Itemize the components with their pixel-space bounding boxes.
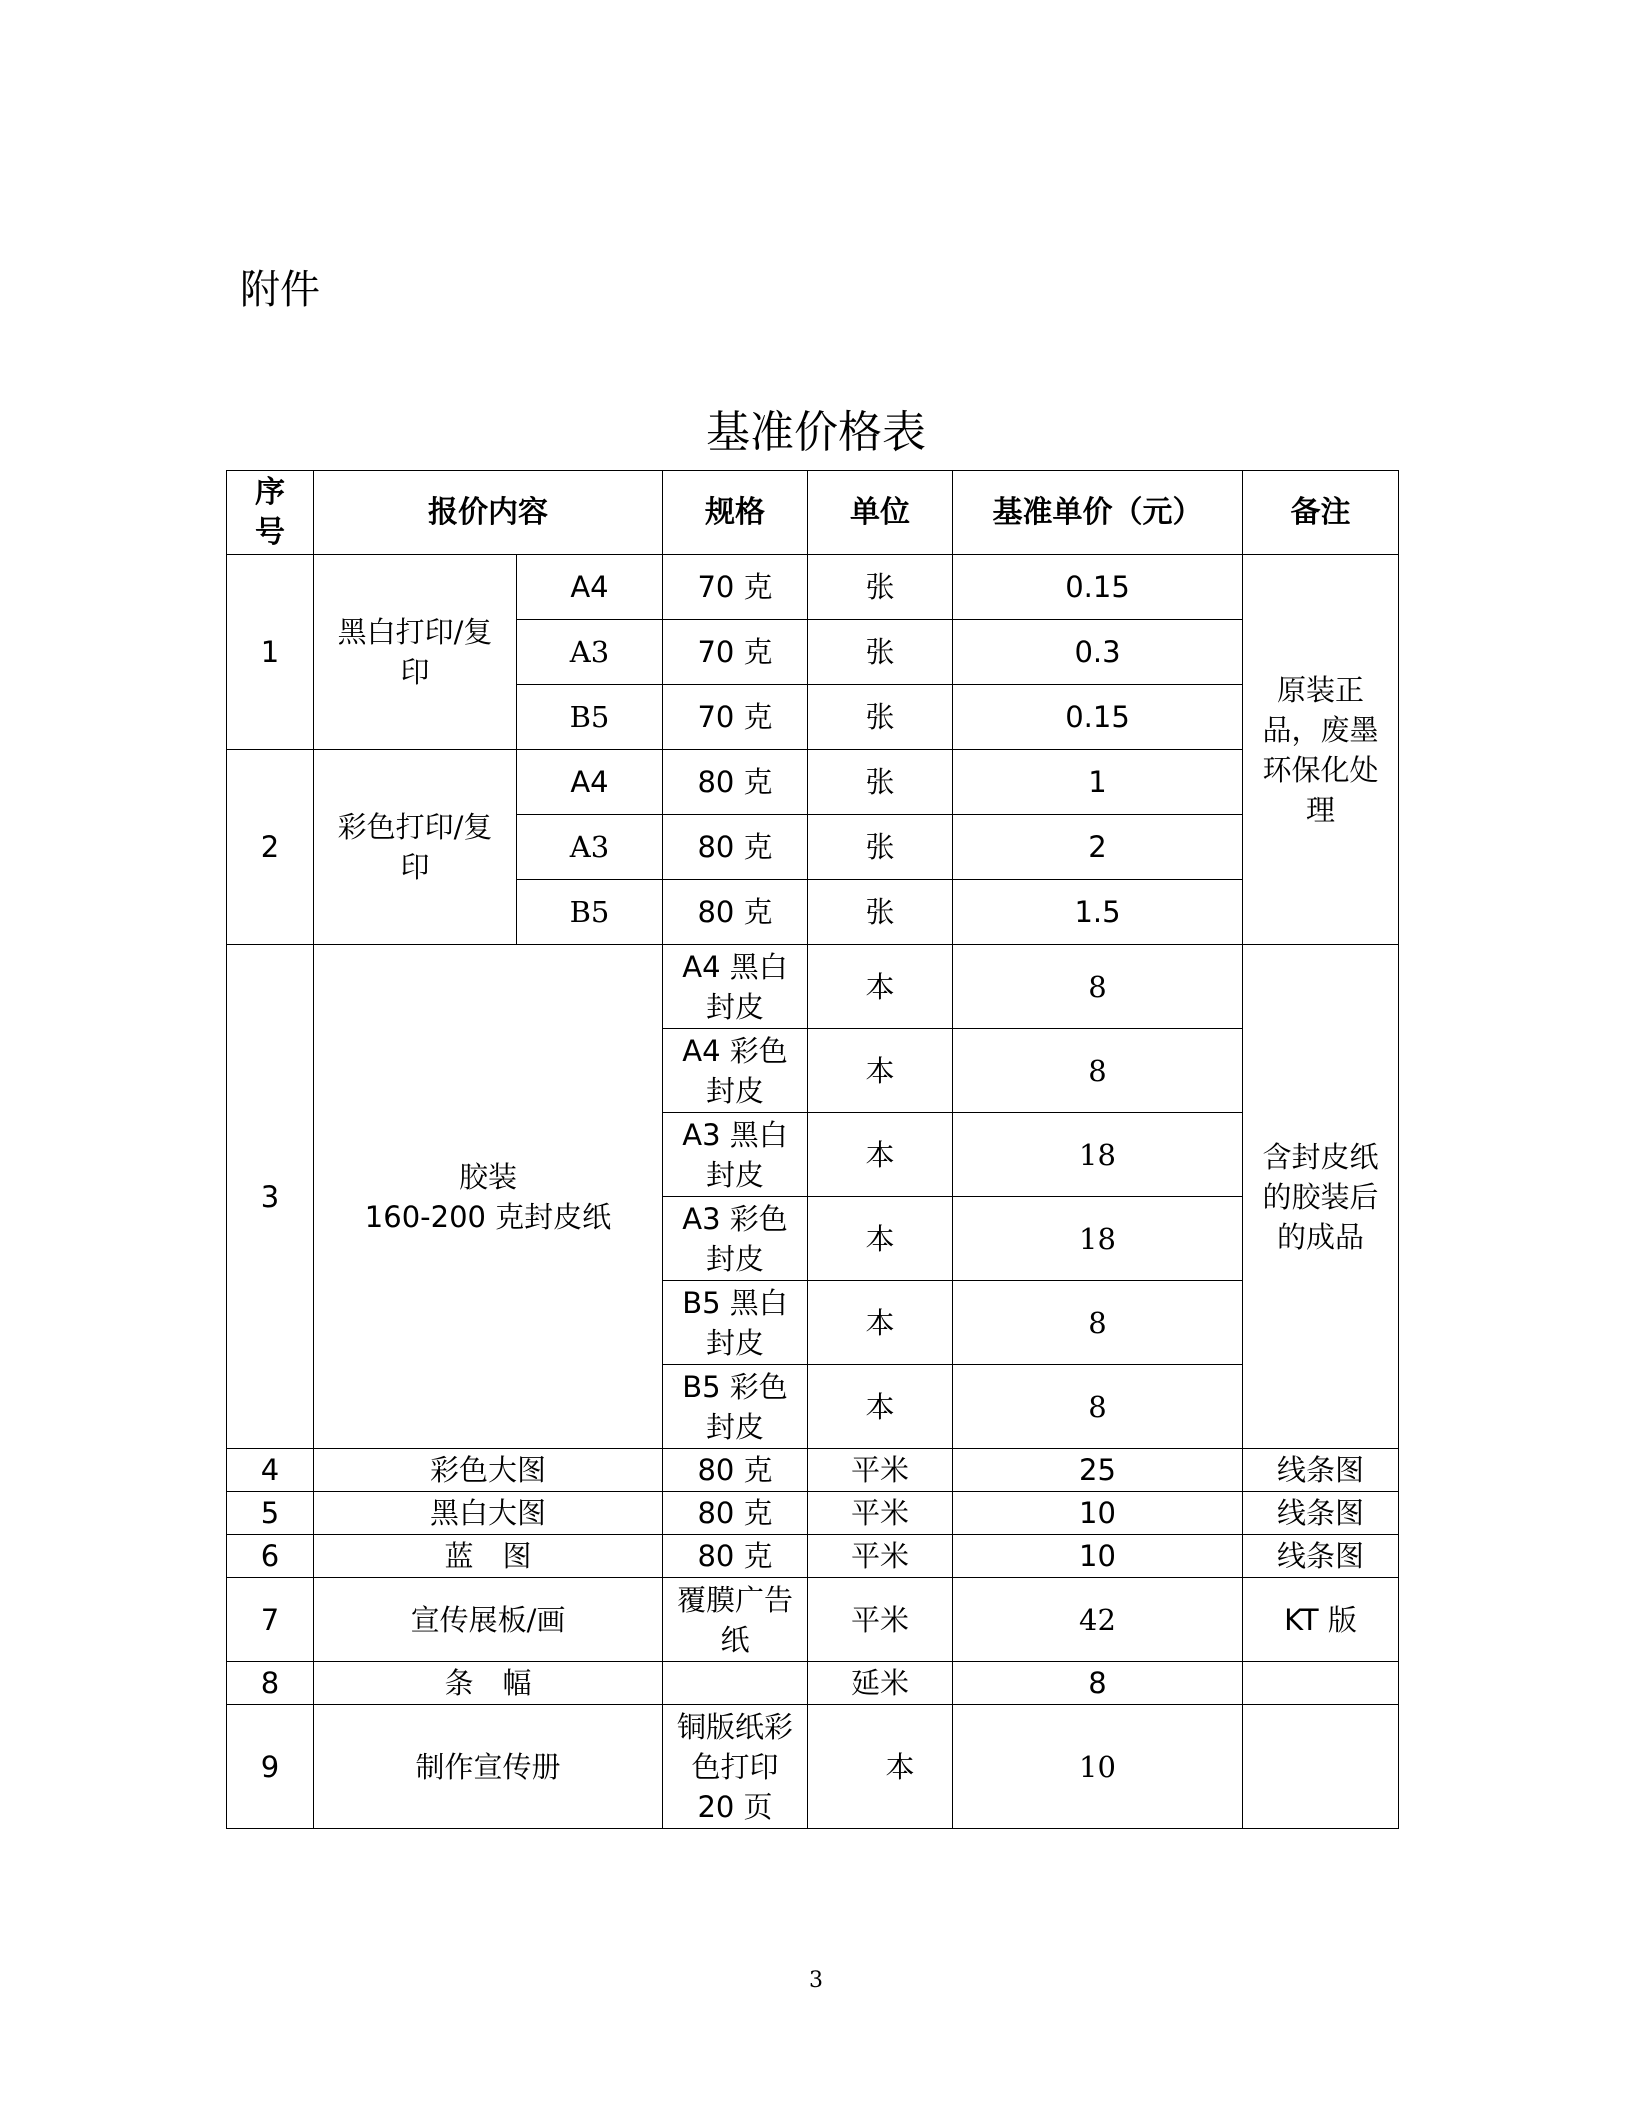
row-no: 4 [227, 1449, 314, 1492]
attachment-heading: 附件 [240, 267, 320, 313]
row-size: B5 [517, 880, 663, 945]
row-spec: B5 彩色封皮 [663, 1365, 808, 1449]
row-no: 1 [227, 555, 314, 750]
page-title: 基准价格表 [706, 407, 926, 458]
row-unit: 平米 [808, 1578, 953, 1662]
row-note: 线条图 [1243, 1492, 1399, 1535]
row-spec: 80 克 [663, 815, 808, 880]
row-unit: 本 [808, 945, 953, 1029]
row-unit: 张 [808, 750, 953, 815]
row-size: A4 [517, 555, 663, 620]
row-price: 10 [953, 1705, 1243, 1829]
row-price: 8 [953, 945, 1243, 1029]
row-unit: 平米 [808, 1492, 953, 1535]
row-spec: 70 克 [663, 620, 808, 685]
row-unit: 张 [808, 685, 953, 750]
row-note: 线条图 [1243, 1449, 1399, 1492]
row-price: 1.5 [953, 880, 1243, 945]
binding-paper: 160-200 克封皮纸 [364, 1199, 612, 1234]
row-price: 8 [953, 1662, 1243, 1705]
table-row [227, 1535, 1399, 1578]
header-unit: 单位 [808, 471, 953, 555]
row-price: 0.15 [953, 555, 1243, 620]
row-price: 0.15 [953, 685, 1243, 750]
table-row [227, 1578, 1399, 1662]
row-spec: 80 克 [663, 1535, 808, 1578]
row-content: 彩色打印/复印 [314, 750, 517, 945]
row-price: 10 [953, 1492, 1243, 1535]
row-price: 42 [953, 1578, 1243, 1662]
table-row [227, 555, 1399, 620]
row-unit: 平米 [808, 1449, 953, 1492]
row-content: 蓝 图 [314, 1535, 663, 1578]
header-note: 备注 [1243, 471, 1399, 555]
row-unit: 本 [808, 1197, 953, 1281]
header-price: 基准单价（元） [953, 471, 1243, 555]
row-price: 10 [953, 1535, 1243, 1578]
row-unit: 本 [808, 1113, 953, 1197]
table-row [227, 1705, 1399, 1829]
row-content: 黑白大图 [314, 1492, 663, 1535]
row-spec: A4 彩色封皮 [663, 1029, 808, 1113]
row-note [1243, 1662, 1399, 1705]
table-row [227, 1662, 1399, 1705]
row-no: 7 [227, 1578, 314, 1662]
row-unit: 本 [808, 1705, 953, 1829]
row-note: 原装正品，废墨环保化处理 [1243, 555, 1399, 945]
row-spec: A4 黑白封皮 [663, 945, 808, 1029]
row-unit: 平米 [808, 1535, 953, 1578]
row-no: 2 [227, 750, 314, 945]
table-row [227, 1492, 1399, 1535]
row-size: A4 [517, 750, 663, 815]
row-price: 8 [953, 1281, 1243, 1365]
row-note: KT 版 [1243, 1578, 1399, 1662]
price-table [226, 470, 1399, 1829]
row-content [314, 945, 663, 1449]
row-spec: 70 克 [663, 555, 808, 620]
row-spec: 80 克 [663, 1492, 808, 1535]
row-no: 9 [227, 1705, 314, 1829]
row-price: 8 [953, 1029, 1243, 1113]
row-spec: 覆膜广告纸 [663, 1578, 808, 1662]
table-row [227, 1449, 1399, 1492]
row-price: 0.3 [953, 620, 1243, 685]
row-content: 制作宣传册 [314, 1705, 663, 1829]
row-unit: 本 [808, 1281, 953, 1365]
row-price: 18 [953, 1197, 1243, 1281]
header-spec: 规格 [663, 471, 808, 555]
row-price: 25 [953, 1449, 1243, 1492]
row-content: 黑白打印/复印 [314, 555, 517, 750]
row-price: 1 [953, 750, 1243, 815]
row-spec: 80 克 [663, 880, 808, 945]
row-price: 8 [953, 1365, 1243, 1449]
row-unit: 张 [808, 620, 953, 685]
row-spec: 80 克 [663, 750, 808, 815]
row-unit: 张 [808, 880, 953, 945]
row-spec: 80 克 [663, 1449, 808, 1492]
row-no: 8 [227, 1662, 314, 1705]
row-no: 6 [227, 1535, 314, 1578]
header-no: 序号 [227, 471, 314, 555]
row-note: 线条图 [1243, 1535, 1399, 1578]
row-price: 18 [953, 1113, 1243, 1197]
page-number: 3 [809, 1968, 823, 1993]
row-unit: 张 [808, 815, 953, 880]
header-row [227, 471, 1399, 555]
row-content: 彩色大图 [314, 1449, 663, 1492]
row-content: 宣传展板/画 [314, 1578, 663, 1662]
row-unit: 张 [808, 555, 953, 620]
row-unit: 延米 [808, 1662, 953, 1705]
row-unit: 本 [808, 1365, 953, 1449]
row-spec: 铜版纸彩色打印 20 页 [663, 1705, 808, 1829]
row-unit: 本 [808, 1029, 953, 1113]
table-row [227, 750, 1399, 815]
row-note [1243, 1705, 1399, 1829]
row-no: 5 [227, 1492, 314, 1535]
header-content: 报价内容 [314, 471, 663, 555]
row-price: 2 [953, 815, 1243, 880]
row-size: A3 [517, 815, 663, 880]
row-size: B5 [517, 685, 663, 750]
binding-name: 胶装 [458, 1159, 517, 1194]
row-no: 3 [227, 945, 314, 1449]
row-spec: A3 黑白封皮 [663, 1113, 808, 1197]
row-size: A3 [517, 620, 663, 685]
row-note: 含封皮纸的胶装后的成品 [1243, 945, 1399, 1449]
row-content: 条 幅 [314, 1662, 663, 1705]
row-spec: B5 黑白封皮 [663, 1281, 808, 1365]
row-spec: 70 克 [663, 685, 808, 750]
row-spec [663, 1662, 808, 1705]
row-spec: A3 彩色封皮 [663, 1197, 808, 1281]
table-row [227, 945, 1399, 1029]
